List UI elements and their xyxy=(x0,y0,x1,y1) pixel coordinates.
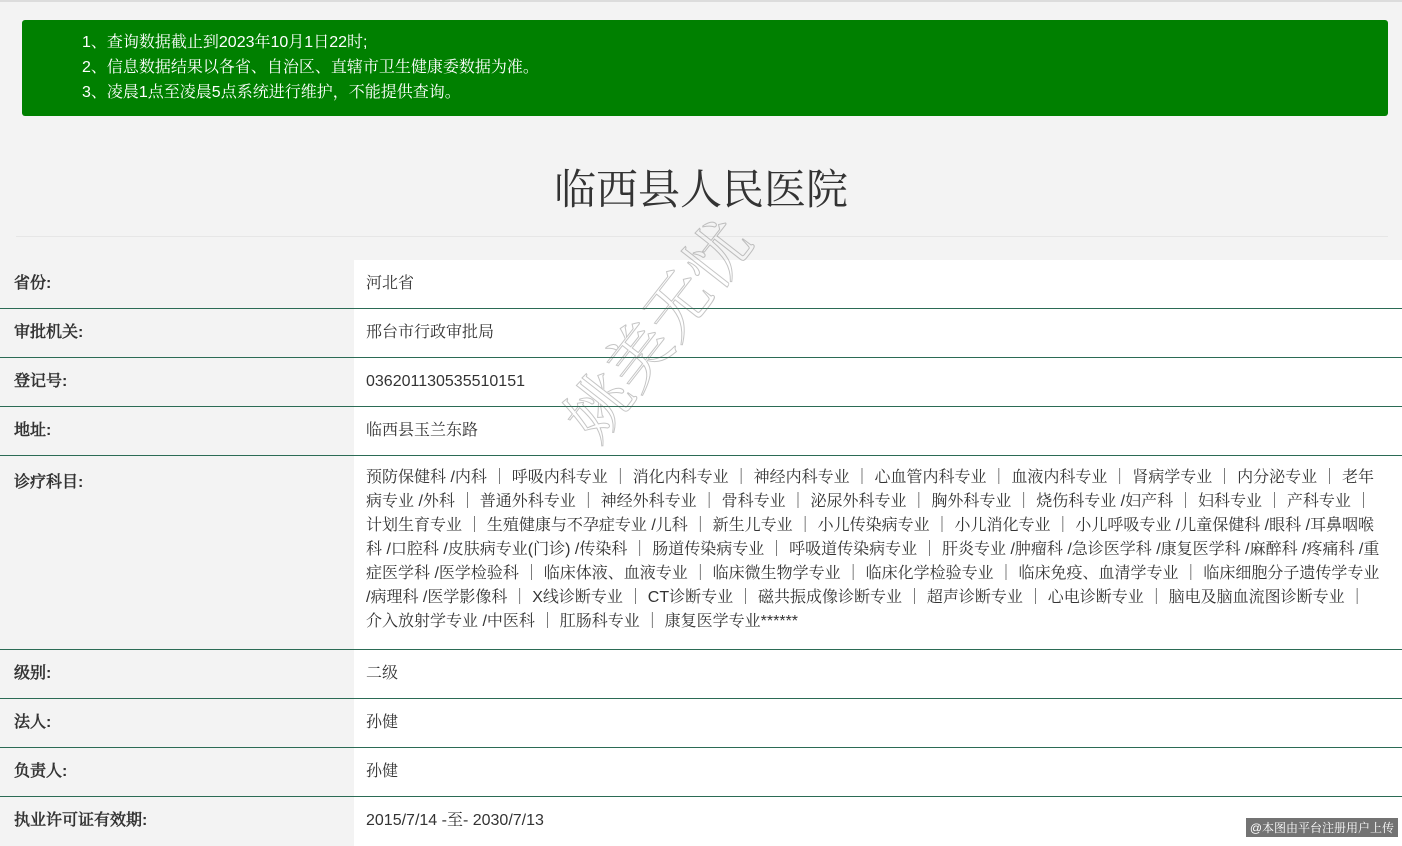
departments-value: 预防保健科 /内科 ｜ 呼吸内科专业 ｜ 消化内科专业 ｜ 神经内科专业 ｜ 心血管内科专业 ｜ 血液内科专业 ｜ 肾病学专业 ｜ 内分泌专业 ｜ 老年病专业 /外科 ｜ 普通外科专业 ｜ 神经外科专业 ｜ 骨科专业 ｜ 泌尿外科专业 ｜ 胸外科专业 ｜ 烧伤科专业 /妇产科 ｜ 妇科专业 ｜ 产科专业 ｜ 计划生育专业 ｜ 生殖健康与不孕症专业 /儿科 ｜ 新生儿专业 ｜ 小儿传染病专业 ｜ 小儿消化专业 ｜ 小儿呼吸专业 /儿童保健科 /眼科 /耳鼻咽喉科 /口腔科 /皮肤病专业(门诊) /传染科 ｜ 肠道传染病专业 ｜ 呼吸道传染病专业 ｜ 肝炎专业 /肿瘤科 /急诊医学科 /康复医学科 /麻醉科 /疼痛科 /重症医学科 /医学检验科 ｜ 临床体液、血液专业 ｜ 临床微生物学专业 ｜ 临床化学检验专业 ｜ 临床免疫、血清学专业 ｜ 临床细胞分子遗传学专业 /病理科 /医学影像科 ｜ X线诊断专业 ｜ CT诊断专业 ｜ 磁共振成像诊断专业 ｜ 超声诊断专业 ｜ 心电诊断专业 ｜ 脑电及脑血流图诊断专业 ｜ 介入放射学专业 /中医科 ｜ 肛肠科专业 ｜ 康复医学专业****** xyxy=(354,456,1402,649)
level-value: 二级 xyxy=(354,650,1402,698)
address-value: 临西县玉兰东路 xyxy=(354,407,1402,455)
level-label: 级别: xyxy=(0,650,354,698)
approval-authority-value: 邢台市行政审批局 xyxy=(354,309,1402,357)
license-validity-value: 2015/7/14 -至- 2030/7/13 xyxy=(354,797,1402,846)
notice-line-3: 3、凌晨1点至凌晨5点系统进行维护，不能提供查询。 xyxy=(82,84,461,101)
license-validity-label: 执业许可证有效期: xyxy=(0,797,354,846)
province-value: 河北省 xyxy=(354,260,1402,308)
info-row-registration-number xyxy=(0,358,1402,407)
hospital-name: 临西县人民医院 xyxy=(553,166,848,213)
info-row-legal-person xyxy=(0,699,1402,748)
info-row-address xyxy=(0,407,1402,456)
info-row-license-validity xyxy=(0,797,1402,846)
notice-line-2: 2、信息数据结果以各省、自治区、直辖市卫生健康委数据为准。 xyxy=(82,59,539,76)
title-divider xyxy=(16,236,1388,237)
legal-person-value: 孙健 xyxy=(354,699,1402,747)
info-row-level xyxy=(0,650,1402,699)
registration-number-value: 036201130535510151 xyxy=(354,358,1402,406)
top-border xyxy=(0,0,1402,2)
notice-line-1: 1、查询数据截止到2023年10月1日22时; xyxy=(82,34,368,51)
info-row-departments xyxy=(0,456,1402,650)
legal-person-label: 法人: xyxy=(0,699,354,747)
responsible-person-label: 负责人: xyxy=(0,748,354,796)
departments-label: 诊疗科目: xyxy=(0,456,354,649)
hospital-info-table xyxy=(0,260,1402,846)
info-row-responsible-person xyxy=(0,748,1402,797)
province-label: 省份: xyxy=(0,260,354,308)
responsible-person-value: 孙健 xyxy=(354,748,1402,796)
registration-number-label: 登记号: xyxy=(0,358,354,406)
notice-banner xyxy=(22,20,1388,116)
approval-authority-label: 审批机关: xyxy=(0,309,354,357)
info-row-approval-authority xyxy=(0,309,1402,358)
address-label: 地址: xyxy=(0,407,354,455)
info-row-province xyxy=(0,260,1402,309)
upload-credit: @本图由平台注册用户上传 xyxy=(1246,818,1398,837)
